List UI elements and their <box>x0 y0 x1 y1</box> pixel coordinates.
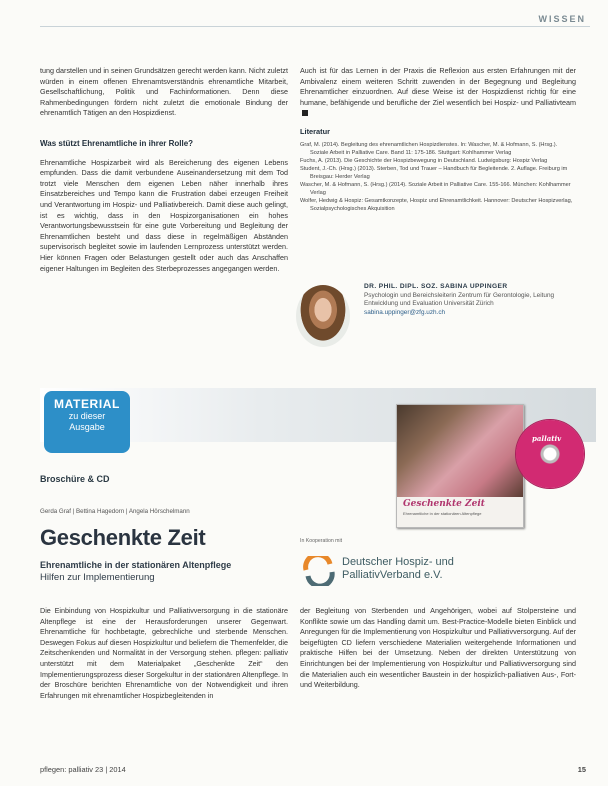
cover-photo <box>397 405 523 497</box>
brochure-cover-image <box>396 404 524 528</box>
literature-list <box>300 127 576 213</box>
partner-name <box>342 556 454 582</box>
left-body-paragraph: Ehrenamtliche Hospizarbeit wird als Bereicherung des eigenen Lebens empfunden. Dass die damit verbundene Auseinandersetzung mit dem Tod trotzt viele Menschen dem eigenen Leben näher innerhalb ihres Einsatzbereiches und Tempo kann die Frustration dabei erzeugen Freiheit und Verantwortung im Hospiz- und Palliativbereich. Damit diese auch gelingt, ist es wichtig, dass in den Hospizorganisationen ein hohes Verantwortungsbewusstsein für eine gute Vorbereitung und Begleitung der Ehrenamtlichen besteht und dass diese in regelmäßigen Abständen supervisorisch begleitet sowie im laufenden Lernprozess unterstützt werden. Hier können Fragen oder Belastungen gestellt oder auch das Anschaffen eigener Haltungen im Begleiten des Sterbeprozesses angegangen werden. <box>40 157 288 273</box>
material-badge <box>44 391 130 453</box>
literature-item: Wascher, M. & Hofmann, S. (Hrsg.) (2014). Soziale Arbeit in Palliative Care. 155-166. München: Kohlhammer Verlag <box>300 181 571 196</box>
literature-item: Wolfer, Hedwig & Hospiz: Gesamtkonzepte, Hospiz und Ehrenamtlichkeit. Hannover: Deutscher Hospizverlag, Sozialpsychologisches Akquisition <box>300 197 573 212</box>
left-column <box>40 66 288 280</box>
literature-item: Graf, M. (2014). Begleitung des ehrenamtlichen Hospizdienstes. In: Wascher, M. & Hofmann, S. (Hrsg.). Soziale Arbeit in Palliative Care. Band 11: 175-186. Stuttgart: Kohlhammer Verlag <box>300 141 558 156</box>
author-role: Psychologin und Bereichsleiterin Zentrum für Gerontologie, Leitung Entwicklung und Evaluation Universität Zürich <box>364 291 555 308</box>
partner-line-1: Deutscher Hospiz- und <box>342 556 454 568</box>
brochure-title: Geschenkte Zeit <box>40 525 206 550</box>
page-number: 15 <box>577 765 586 774</box>
material-badge-sub2: Ausgabe <box>69 422 105 432</box>
material-badge-title: MATERIAL <box>54 397 120 411</box>
material-badge-sub1: zu dieser <box>68 411 106 421</box>
brochure-subtitle: Ehrenamtliche in der stationären Altenpflege <box>40 560 232 570</box>
left-intro-paragraph: tung darstellen und in seinen Grundsätzen gerecht werden kann. Nicht zuletzt würden in einem offenen Ehrenamtsverständnis ehrenamtliche Mitarbeit, Gesellschaftlichung, Politik und Fachinformationen. Denn diese Rahmenbedingungen fördern nicht zuletzt die emotionale Bindung der ehrenamtlich Tätigen an den Hospizdienst. <box>40 66 288 118</box>
section-label: WISSEN <box>538 14 586 24</box>
cd-label: pallativ <box>532 434 562 443</box>
section-heading: Was stützt Ehrenamtliche in ihrer Rolle? <box>40 138 194 148</box>
partner-line-2: PalliativVerband e.V. <box>342 569 443 581</box>
author-email[interactable]: sabina.uppinger@zfg.uzh.ch <box>364 308 446 316</box>
author-name: DR. PHIL. DIPL. SOZ. SABINA UPPINGER <box>364 283 508 290</box>
header-rule <box>40 26 590 27</box>
literature-title: Literatur <box>300 126 330 136</box>
brochure-subtitle-2: Hilfen zur Implementierung <box>40 572 155 583</box>
author-photo <box>296 285 350 347</box>
right-column <box>300 66 576 213</box>
bottom-right-column <box>300 606 576 697</box>
end-mark <box>302 110 308 116</box>
right-intro-paragraph: Auch ist für das Lernen in der Praxis die Reflexion aus ersten Erfahrungen mit der Ambivalenz einem weiteren Schritt zuwenden in der Begegnung und Begleitung Ehrenamtlicher einzuordnen. Auf diese Weise ist der Hospizdienst richtig für eine humane, befähigende und berufliche der Ziel wesentlich bei Hospiz- und Palliativteam <box>300 66 576 119</box>
dhpv-logo-icon <box>300 556 340 586</box>
bottom-left-paragraph: Die Einbindung von Hospizkultur und Palliativversorgung in die stationäre Altenpflege ist eine der Herausforderungen unserer Gegenwart. Ehrenamtliche für hochbetagte, gebrechliche und sterbende Menschen. Deswegen Fokus auf diesen Hospizkultur und beliefern die Themenfelder, die Zeitschenkenden und Normalität in der Versorgung stehen. pflegen: palliativ unterstützt mit dem Materialpaket „Geschenkte Zeit“ den Implementierungsprozess dieser Sorgekultur in der stationären Altenpflege. In der Broschüre berichten Ehrenamtliche von der Notwendigkeit und ihren Erfahrungen mit ehrenamtlicher Hospizbegleitenden in <box>40 606 288 700</box>
cooperation-label: In Kooperation mit <box>300 538 343 544</box>
bottom-left-column <box>40 606 288 707</box>
literature-item: Student, J.-Ch. (Hrsg.) (2013). Sterben, Tod und Trauer – Handbuch für Begleitende. 2. Auflage. Freiburg im Breisgau: Herder Verlag <box>300 165 568 180</box>
brochure-authors: Gerda Graf | Bettina Hagedorn | Angela Hörschelmann <box>40 508 190 515</box>
cover-title: Geschenkte Zeit <box>403 499 485 509</box>
cover-subtitle: Ehrenamtliche in der stationären Altenpflege <box>403 511 482 516</box>
journal-footer: pflegen: palliativ 23 | 2014 <box>40 765 126 774</box>
bottom-right-paragraph: der Begleitung von Sterbenden und Angehörigen, wobei auf Stolpersteine und Konflikte sowie um das Handling damit um. Best-Practice-Modelle bieten Einblick und Anregungen für die Implementierung von Hospizkultur und Palliativversorgung. Auf der beigefügten CD liefern verschiedene Materialien weitergehende Informationen und praktische Hilfen bei der Umsetzung. Neben der direkten Unterstützung von Einrichtungen bei der Implementierung von Hospizkultur und Palliativversorgung sind die Materialien auch ein wesentlicher Baustein in der hospizlich-palliativen Aus-, Fort- und Weiterbildung. <box>300 606 576 690</box>
author-box <box>364 283 574 317</box>
cd-image <box>516 420 584 488</box>
literature-item: Fuchs, A. (2013). Die Geschichte der Hospizbewegung in Deutschland. Ludwigsburg: Hospiz Verlag <box>300 157 548 164</box>
product-type: Broschüre & CD <box>40 474 110 484</box>
